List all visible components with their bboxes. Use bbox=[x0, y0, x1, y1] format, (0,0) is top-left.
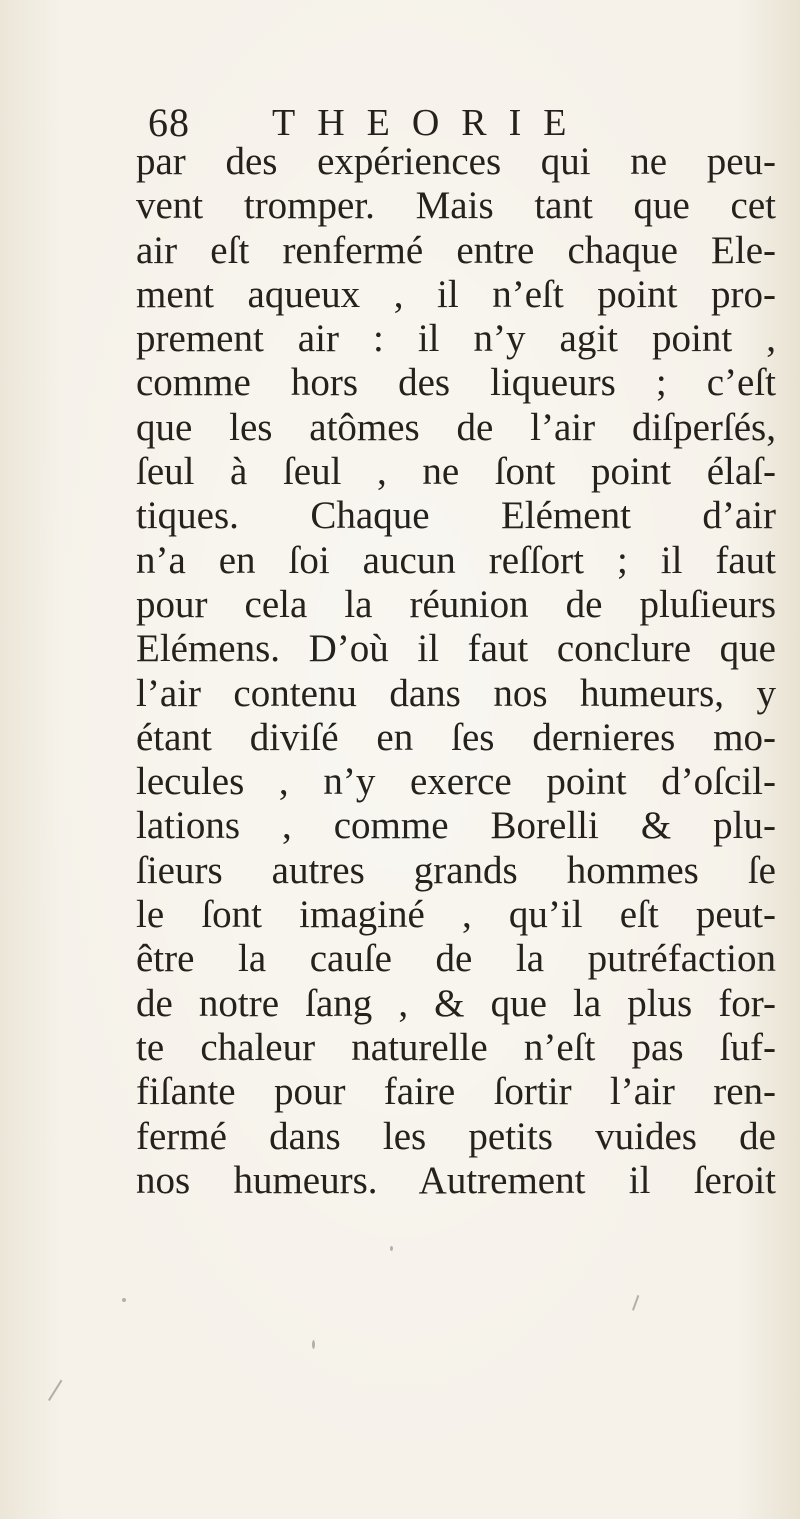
text-line: n’a en ſoi aucun reſſort ; il faut bbox=[136, 538, 776, 582]
paper-speck bbox=[312, 1340, 315, 1349]
text-line: être la cauſe de la putréfaction bbox=[136, 937, 776, 981]
text-line: par des expériences qui ne peu- bbox=[136, 140, 776, 183]
text-line: fiſante pour faire ſortir l’air ren- bbox=[136, 1070, 776, 1114]
text-line: de notre ſang , & que la plus for- bbox=[136, 981, 776, 1025]
paper-speck bbox=[122, 1298, 126, 1302]
text-line: lecules , n’y exerce point d’oſcil- bbox=[136, 760, 776, 804]
text-line: que les atômes de l’air diſperſés, bbox=[136, 405, 776, 449]
text-line: prement air : il n’y agit point , bbox=[136, 317, 776, 361]
body-text bbox=[136, 140, 776, 1203]
text-line: Elémens. D’où il faut conclure que bbox=[136, 627, 776, 671]
text-line: te chaleur naturelle n’eſt pas ſuf- bbox=[136, 1025, 776, 1069]
text-line: fermé dans les petits vuides de bbox=[136, 1114, 776, 1158]
paper-mark bbox=[632, 1295, 639, 1311]
paper-speck bbox=[390, 1246, 393, 1251]
text-line: ſieurs autres grands hommes ſe bbox=[136, 848, 776, 892]
paper-mark bbox=[48, 1380, 62, 1401]
text-line: le ſont imaginé , qu’il eſt peut- bbox=[136, 893, 776, 937]
text-line: air eſt renfermé entre chaque Ele- bbox=[136, 228, 776, 272]
text-line: l’air contenu dans nos humeurs, y bbox=[136, 671, 776, 715]
text-line: lations , comme Borelli & plu- bbox=[136, 804, 776, 848]
text-line: étant diviſé en ſes dernieres mo- bbox=[136, 715, 776, 759]
text-line: tiques. Chaque Elément d’air bbox=[136, 494, 776, 538]
text-line: vent tromper. Mais tant que cet bbox=[136, 184, 776, 228]
text-line: ment aqueux , il n’eſt point pro- bbox=[136, 272, 776, 316]
text-line: ſeul à ſeul , ne ſont point élaſ- bbox=[136, 450, 776, 494]
text-line: nos humeurs. Autrement il ſeroit bbox=[136, 1158, 776, 1202]
text-line: pour cela la réunion de pluſieurs bbox=[136, 582, 776, 626]
page-number: 68 bbox=[148, 100, 190, 145]
text-line: comme hors des liqueurs ; c’eſt bbox=[136, 361, 776, 405]
running-head: THEORIE bbox=[272, 102, 589, 144]
